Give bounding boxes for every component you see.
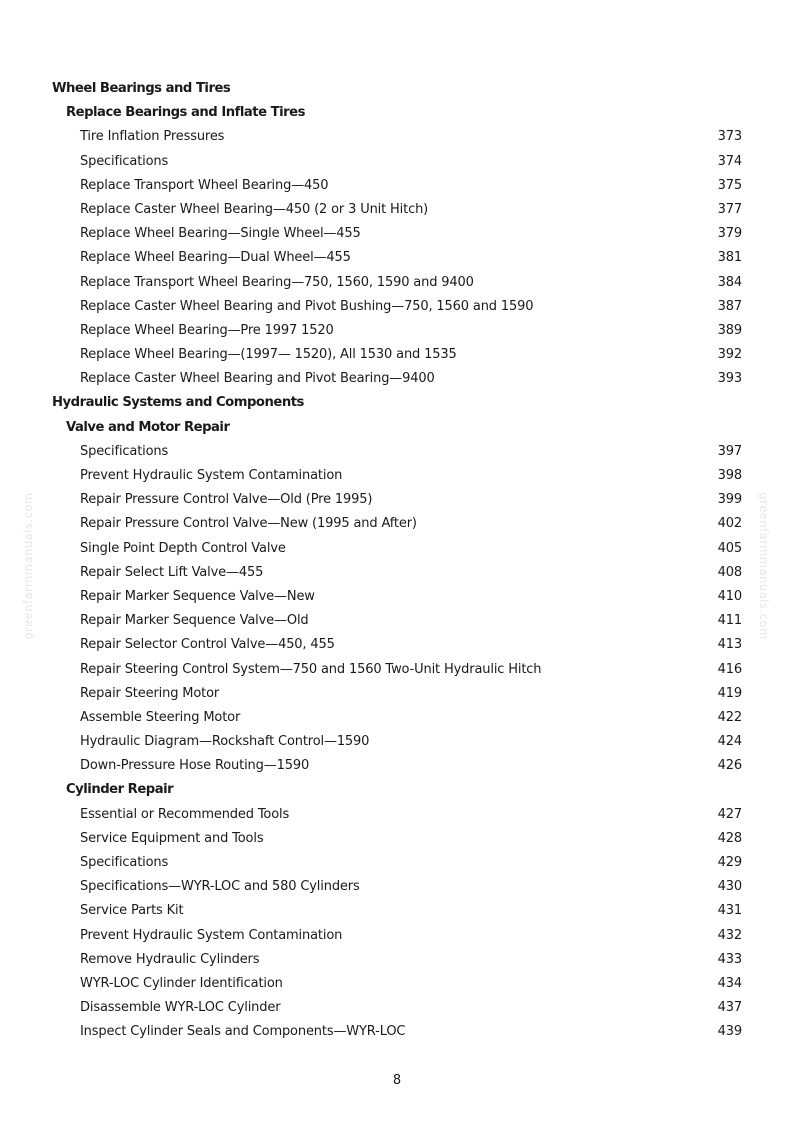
toc-entry-label: Replace Wheel Bearing—Dual Wheel—455 bbox=[80, 250, 351, 266]
toc-entry-label: Repair Marker Sequence Valve—New bbox=[80, 588, 315, 604]
toc-entry[interactable] bbox=[52, 803, 742, 827]
toc-entry-label: Replace Transport Wheel Bearing—450 bbox=[80, 177, 329, 193]
toc-entry[interactable] bbox=[52, 730, 742, 754]
toc-entry[interactable] bbox=[52, 440, 742, 464]
toc-entry-label: Repair Pressure Control Valve—Old (Pre 1995) bbox=[80, 492, 373, 508]
table-of-contents bbox=[52, 77, 742, 1045]
toc-entry-page: 433 bbox=[717, 951, 742, 967]
toc-entry[interactable] bbox=[52, 174, 742, 198]
toc-entry-label: Assemble Steering Motor bbox=[80, 709, 241, 725]
toc-entry-page: 410 bbox=[717, 588, 742, 604]
section-heading: Hydraulic Systems and Components bbox=[52, 395, 304, 411]
toc-entry-page: 431 bbox=[717, 903, 742, 919]
toc-entry-page: 405 bbox=[717, 540, 742, 556]
toc-entry-page: 432 bbox=[717, 927, 742, 943]
toc-entry-page: 381 bbox=[717, 250, 742, 266]
toc-entry-label: Repair Select Lift Valve—455 bbox=[80, 564, 264, 580]
toc-entry-label: Service Parts Kit bbox=[80, 903, 184, 919]
toc-entry[interactable] bbox=[52, 851, 742, 875]
toc-entry[interactable] bbox=[52, 972, 742, 996]
toc-entry-label: Prevent Hydraulic System Contamination bbox=[80, 468, 343, 483]
toc-entry-label: Replace Wheel Bearing—Single Wheel—455 bbox=[80, 226, 361, 242]
toc-entry[interactable] bbox=[52, 899, 742, 923]
toc-entry-page: 402 bbox=[717, 516, 742, 532]
toc-entry-page: 374 bbox=[717, 153, 742, 169]
watermark-right: greenfarmmanuals.com bbox=[757, 492, 771, 640]
toc-entry[interactable] bbox=[52, 706, 742, 730]
toc-entry-page: 379 bbox=[717, 226, 742, 242]
toc-entry[interactable] bbox=[52, 222, 742, 246]
toc-entry-label: Repair Selector Control Valve—450, 455 bbox=[80, 637, 335, 653]
toc-entry-page: 426 bbox=[717, 758, 742, 774]
toc-entry-label: Replace Caster Wheel Bearing—450 (2 or 3 Unit Hitch) bbox=[80, 201, 429, 217]
toc-entry[interactable] bbox=[52, 996, 742, 1020]
toc-entry-label: Disassemble WYR-LOC Cylinder bbox=[80, 1000, 281, 1016]
subsection-heading: Cylinder Repair bbox=[66, 782, 174, 798]
toc-entry-label: Repair Steering Control System—750 and 1560 Two-Unit Hydraulic Hitch bbox=[80, 661, 542, 677]
toc-entry-page: 419 bbox=[717, 685, 742, 701]
page-number: 8 bbox=[392, 1073, 402, 1088]
toc-entry-page: 429 bbox=[717, 855, 742, 870]
toc-entry-label: Repair Steering Motor bbox=[80, 685, 220, 701]
toc-entry-label: Down-Pressure Hose Routing—1590 bbox=[80, 758, 310, 774]
watermark-left: greenfarmmanuals.com bbox=[21, 492, 35, 640]
subsection-heading: Replace Bearings and Inflate Tires bbox=[66, 105, 305, 121]
toc-entry[interactable] bbox=[52, 875, 742, 899]
toc-entry-label: Tire Inflation Pressures bbox=[80, 129, 225, 145]
toc-entry[interactable] bbox=[52, 343, 742, 367]
toc-entry-page: 397 bbox=[717, 443, 742, 459]
toc-entry-page: 413 bbox=[717, 637, 742, 653]
toc-entry-page: 393 bbox=[717, 371, 742, 387]
toc-entry-page: 399 bbox=[717, 492, 742, 508]
toc-entry[interactable] bbox=[52, 319, 742, 343]
toc-entry-label: Replace Wheel Bearing—(1997— 1520), All 1530 and 1535 bbox=[80, 347, 457, 363]
toc-entry-label: Specifications bbox=[80, 855, 169, 870]
toc-entry-page: 411 bbox=[717, 613, 742, 629]
subsection-heading: Valve and Motor Repair bbox=[66, 419, 230, 435]
toc-entry[interactable] bbox=[52, 827, 742, 851]
toc-entry-page: 387 bbox=[717, 298, 742, 314]
toc-entry[interactable] bbox=[52, 512, 742, 536]
toc-entry-label: Essential or Recommended Tools bbox=[80, 806, 290, 822]
toc-entry[interactable] bbox=[52, 488, 742, 512]
toc-entry-label: Remove Hydraulic Cylinders bbox=[80, 951, 260, 967]
toc-entry-label: Specifications—WYR-LOC and 580 Cylinders bbox=[80, 879, 360, 895]
toc-entry[interactable] bbox=[52, 609, 742, 633]
toc-entry-page: 437 bbox=[717, 1000, 742, 1016]
toc-entry-page: 377 bbox=[717, 201, 742, 217]
toc-entry[interactable] bbox=[52, 367, 742, 391]
toc-entry-label: Replace Caster Wheel Bearing and Pivot Bushing—750, 1560 and 1590 bbox=[80, 298, 534, 314]
toc-entry[interactable] bbox=[52, 682, 742, 706]
toc-entry-label: Inspect Cylinder Seals and Components—WYR-LOC bbox=[80, 1024, 406, 1040]
toc-entry[interactable] bbox=[52, 1020, 742, 1044]
toc-entry-page: 434 bbox=[717, 975, 742, 991]
toc-entry-page: 416 bbox=[717, 661, 742, 677]
toc-entry-label: Service Equipment and Tools bbox=[80, 830, 264, 846]
toc-entry-page: 408 bbox=[717, 564, 742, 580]
toc-entry-page: 422 bbox=[717, 709, 742, 725]
toc-entry[interactable] bbox=[52, 295, 742, 319]
toc-entry-label: WYR-LOC Cylinder Identification bbox=[80, 975, 283, 991]
toc-entry-label: Specifications bbox=[80, 153, 169, 169]
toc-entry-label: Replace Caster Wheel Bearing and Pivot Bearing—9400 bbox=[80, 371, 435, 387]
toc-entry-label: Repair Marker Sequence Valve—Old bbox=[80, 613, 309, 629]
toc-entry-page: 439 bbox=[717, 1024, 742, 1040]
toc-entry-page: 389 bbox=[717, 322, 742, 338]
toc-entry[interactable] bbox=[52, 658, 742, 682]
toc-entry[interactable] bbox=[52, 150, 742, 174]
toc-entry[interactable] bbox=[52, 948, 742, 972]
toc-entry-label: Repair Pressure Control Valve—New (1995 and After) bbox=[80, 516, 417, 532]
toc-entry[interactable] bbox=[52, 198, 742, 222]
toc-entry-label: Replace Wheel Bearing—Pre 1997 1520 bbox=[80, 322, 334, 338]
toc-entry[interactable] bbox=[52, 271, 742, 295]
toc-entry-page: 430 bbox=[717, 879, 742, 895]
toc-entry-page: 428 bbox=[717, 830, 742, 846]
toc-entry-label: Single Point Depth Control Valve bbox=[80, 540, 286, 556]
toc-entry[interactable] bbox=[52, 246, 742, 270]
toc-entry-page: 373 bbox=[717, 129, 742, 145]
toc-entry-page: 392 bbox=[717, 347, 742, 363]
toc-entry[interactable] bbox=[52, 537, 742, 561]
toc-entry[interactable] bbox=[52, 924, 742, 948]
toc-entry-page: 427 bbox=[717, 806, 742, 822]
toc-entry-label: Hydraulic Diagram—Rockshaft Control—1590 bbox=[80, 734, 370, 750]
toc-entry[interactable] bbox=[52, 125, 742, 149]
toc-entry[interactable] bbox=[52, 561, 742, 585]
toc-entry-label: Prevent Hydraulic System Contamination bbox=[80, 927, 343, 943]
toc-entry-label: Replace Transport Wheel Bearing—750, 1560, 1590 and 9400 bbox=[80, 274, 474, 290]
toc-entry[interactable] bbox=[52, 464, 742, 488]
toc-entry-label: Specifications bbox=[80, 443, 169, 459]
toc-entry[interactable] bbox=[52, 633, 742, 657]
toc-entry-page: 398 bbox=[717, 468, 742, 483]
section-heading: Wheel Bearings and Tires bbox=[52, 81, 231, 96]
toc-entry[interactable] bbox=[52, 585, 742, 609]
toc-entry-page: 424 bbox=[717, 734, 742, 750]
toc-entry-page: 384 bbox=[717, 274, 742, 290]
toc-entry-page: 375 bbox=[717, 177, 742, 193]
toc-entry[interactable] bbox=[52, 754, 742, 778]
